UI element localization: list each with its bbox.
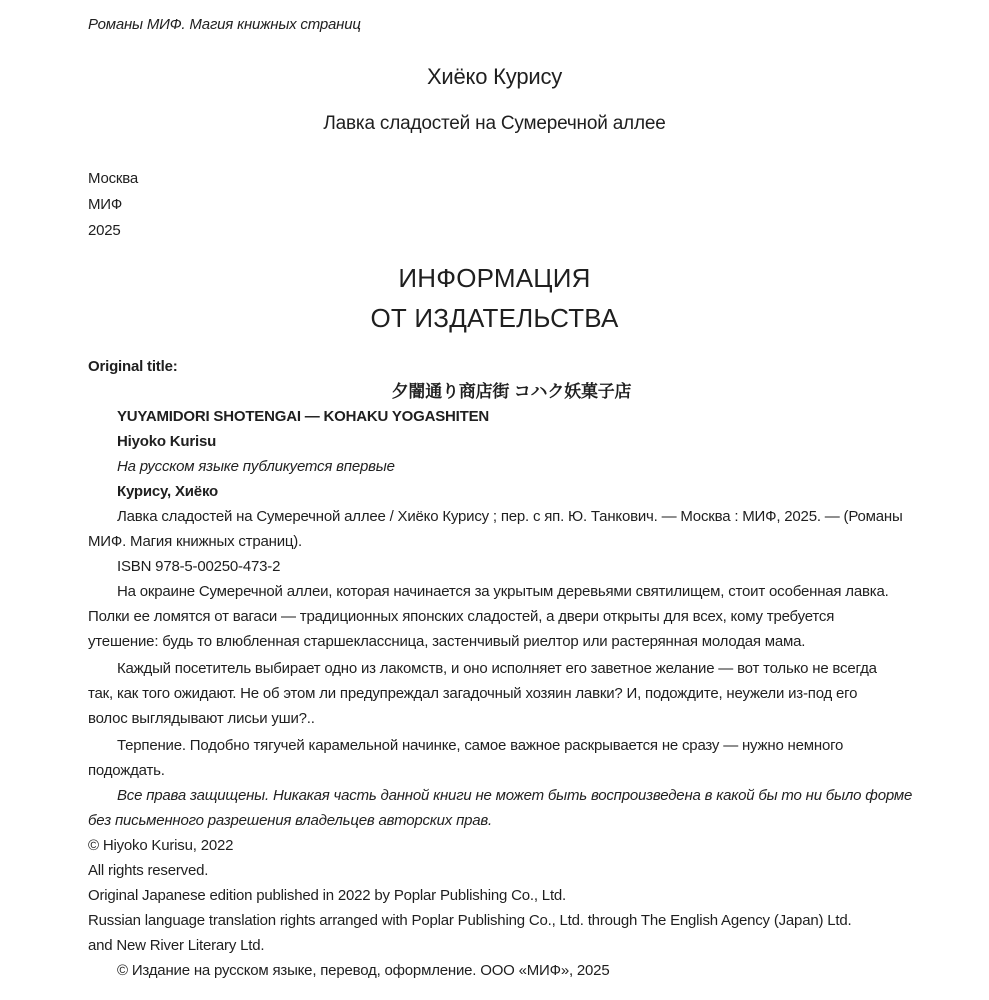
isbn-line: ISBN 978-5-00250-473-2 (117, 558, 281, 575)
section-heading-line1: ИНФОРМАЦИЯ (398, 263, 591, 293)
text-line: Russian language translation rights arranged with Poplar Publishing Co., Ltd. through The English Agency (Japan) Ltd. (88, 912, 852, 929)
text-line: Каждый посетитель выбирает одно из лакомств, и оно исполняет его заветное желание — вот только не всегда (117, 660, 877, 677)
rights-notice (88, 783, 935, 833)
text-line: волос выглядывают лисьи уши?.. (88, 710, 315, 727)
text-line: All rights reserved. (88, 862, 209, 879)
imprint-year: 2025 (88, 222, 121, 239)
russian-edition-copyright: © Издание на русском языке, перевод, оформление. ООО «МИФ», 2025 (117, 962, 610, 979)
text-line: МИФ. Магия книжных страниц). (88, 533, 303, 550)
text-line: Терпение. Подобно тягучей карамельной начинке, самое важное раскрывается не сразу — нужно немного (117, 737, 844, 754)
publisher-info-block (0, 354, 989, 983)
text-line: подождать. (88, 762, 165, 779)
copyright-block (88, 833, 935, 958)
text-line: утешение: будь то влюбленная старшеклассница, застенчивый риелтор или растерянная молодая мама. (88, 633, 806, 650)
original-title-label: Original title: (88, 358, 178, 375)
series-header: Романы МИФ. Магия книжных страниц (88, 16, 361, 33)
imprint-publisher: МИФ (88, 196, 123, 213)
series-header-row (0, 14, 989, 36)
bibliographic-record (88, 504, 935, 554)
annotation-paragraph-3 (88, 733, 935, 783)
text-line: так, как того ожидают. Не об этом ли предупреждал загадочный хозяин лавки? И, подождите, неужели из-под его (88, 685, 858, 702)
section-heading (0, 258, 989, 338)
imprint-block (0, 166, 989, 244)
original-author-latin: Hiyoko Kurisu (117, 433, 217, 450)
text-line: Original Japanese edition published in 2022 by Poplar Publishing Co., Ltd. (88, 887, 567, 904)
text-line: Полки ее ломятся от вагаси — традиционных японских сладостей, а двери открыты для всех, кому требуется (88, 608, 835, 625)
annotation-paragraph-1 (88, 579, 935, 654)
original-title-transliteration: YUYAMIDORI SHOTENGAI — KOHAKU YOGASHITEN (117, 408, 490, 425)
first-publication-note: На русском языке публикуется впервые (117, 458, 395, 475)
author-name: Хиёко Курису (426, 64, 563, 89)
imprint-city: Москва (88, 170, 139, 187)
text-line: Все права защищены. Никакая часть данной книги не может быть воспроизведена в какой бы то ни было форме (117, 787, 913, 804)
text-line: and New River Literary Ltd. (88, 937, 265, 954)
book-title: Лавка сладостей на Сумеречной аллее (323, 113, 666, 134)
text-line: Лавка сладостей на Сумеречной аллее / Хиёко Курису ; пер. с яп. Ю. Танкович. — Москва : МИФ, 2025. — (Романы (117, 508, 903, 525)
section-heading-line2: ОТ ИЗДАТЕЛЬСТВА (370, 303, 619, 333)
text-line: © Hiyoko Kurisu, 2022 (88, 837, 234, 854)
annotation-paragraph-2 (88, 656, 935, 731)
text-line: без письменного разрешения владельцев авторских прав. (88, 812, 493, 829)
text-line: На окраине Сумеречной аллеи, которая начинается за укрытым деревьями святилищем, стоит особенная лавка. (117, 583, 889, 600)
original-title-japanese: 夕闇通り商店街 コハク妖菓子店 (391, 382, 632, 401)
catalog-author-entry: Курису, Хиёко (117, 483, 219, 500)
